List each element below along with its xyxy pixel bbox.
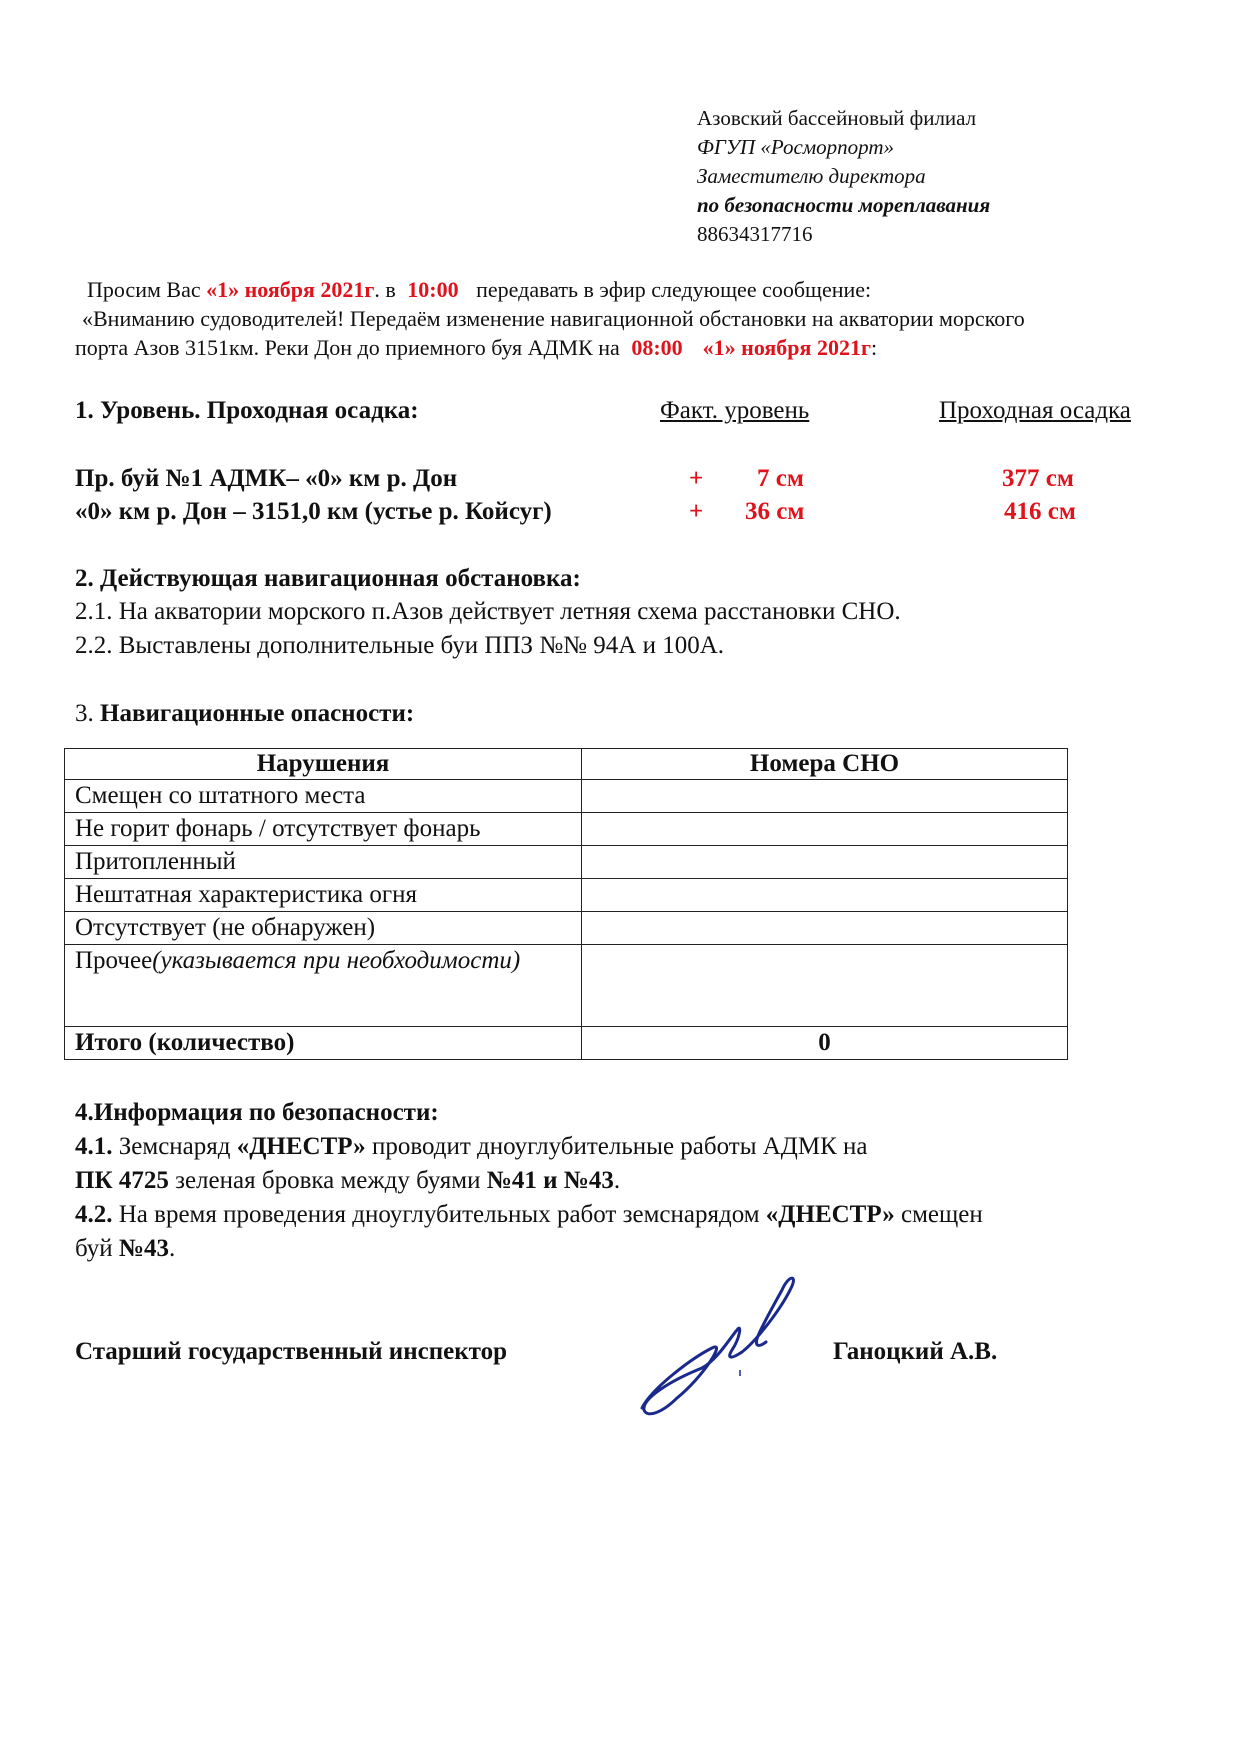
request-line-2: «Вниманию судоводителей! Передаём изменение навигационной обстановки на акватории морского	[82, 306, 1025, 331]
safety-item-2-number: 4.2.	[75, 1201, 113, 1228]
hazards-table	[64, 748, 1068, 1060]
request-text: . в	[374, 277, 402, 302]
safety-item-1-line-2	[75, 1167, 620, 1195]
level-row-1-draft: 377 см	[1002, 465, 1074, 492]
section-3-number: 3.	[75, 700, 94, 727]
row-value	[582, 780, 1068, 813]
table-row	[65, 912, 1068, 945]
picket-number: ПК 4725	[75, 1167, 169, 1194]
addressee-org: ФГУП «Росморпорт»	[697, 135, 895, 159]
request-text: передавать в эфир следующее сообщение:	[470, 277, 872, 302]
safety-text: На время проведения дноуглубительных работ земснарядом	[112, 1201, 766, 1228]
col-draft: Проходная осадка	[939, 397, 1131, 424]
safety-item-1-line-1	[75, 1133, 868, 1161]
safety-item-2-line-1	[75, 1201, 983, 1229]
section-2-heading: 2. Действующая навигационная обстановка:	[75, 565, 581, 592]
safety-text: буй	[75, 1235, 119, 1262]
row-label: Отсутствует (не обнаружен)	[65, 912, 582, 945]
safety-item-1-number: 4.1.	[75, 1133, 113, 1160]
signoff-name: Ганоцкий А.В.	[833, 1338, 998, 1365]
safety-text: зеленая бровка между буями	[168, 1167, 487, 1194]
buoy-number: №43	[118, 1235, 170, 1262]
addressee-phone: 88634317716	[697, 222, 813, 246]
row-label: Смещен со штатного места	[65, 780, 582, 813]
col-violations: Нарушения	[65, 749, 582, 780]
total-label: Итого (количество)	[65, 1027, 582, 1060]
report-date: «1» ноября 2021г	[702, 335, 871, 360]
request-text: порта Азов 3151км. Реки Дон до приемного буя АДМК на	[75, 335, 626, 360]
table-row	[65, 813, 1068, 846]
section-3-heading	[75, 700, 414, 728]
safety-text: Земснаряд	[112, 1133, 237, 1160]
col-sno-numbers: Номера СНО	[582, 749, 1068, 780]
row-other-label: Прочее	[75, 947, 153, 974]
level-row-1-sign: +	[689, 465, 704, 492]
vessel-name: «ДНЕСТР»	[236, 1133, 366, 1160]
signature-stroke	[642, 1278, 793, 1414]
level-row-2-level: 36 см	[745, 498, 805, 525]
row-label	[65, 945, 582, 1027]
section-4-heading: 4.Информация по безопасности:	[75, 1099, 439, 1126]
request-date: «1» ноября 2021г	[206, 277, 375, 302]
level-row-2-label: «0» км р. Дон – 3151,0 км (устье р. Койсуг)	[75, 498, 552, 525]
table-row	[65, 780, 1068, 813]
row-value	[582, 912, 1068, 945]
safety-text: .	[613, 1167, 621, 1194]
report-time: 08:00	[631, 335, 683, 360]
addressee-branch: Азовский бассейновый филиал	[697, 106, 977, 130]
safety-text: проводит дноуглубительные работы АДМК на	[365, 1133, 868, 1160]
level-row-1-label: Пр. буй №1 АДМК– «0» км р. Дон	[75, 465, 458, 492]
row-label: Притопленный	[65, 846, 582, 879]
nav-item-1: 2.1. На акватории морского п.Азов действует летняя схема расстановки СНО.	[75, 598, 901, 625]
row-label: Нештатная характеристика огня	[65, 879, 582, 912]
table-row	[65, 945, 1068, 1027]
safety-item-2-line-2	[75, 1235, 175, 1263]
total-value: 0	[582, 1027, 1068, 1060]
row-value	[582, 846, 1068, 879]
row-label: Не горит фонарь / отсутствует фонарь	[65, 813, 582, 846]
vessel-name: «ДНЕСТР»	[765, 1201, 895, 1228]
table-row	[65, 846, 1068, 879]
section-1-heading: 1. Уровень. Проходная осадка:	[75, 397, 419, 424]
table-header-row	[65, 749, 1068, 780]
request-time: 10:00	[407, 277, 459, 302]
col-fact-level: Факт. уровень	[660, 397, 810, 424]
request-text: :	[870, 335, 878, 360]
addressee-position-detail: по безопасности мореплавания	[697, 193, 991, 217]
safety-text: смещен	[894, 1201, 983, 1228]
level-row-2-sign: +	[689, 498, 704, 525]
signature-icon	[632, 1268, 812, 1428]
table-total-row	[65, 1027, 1068, 1060]
request-line-3	[75, 335, 877, 361]
addressee-block	[697, 104, 990, 249]
safety-text: .	[169, 1235, 176, 1262]
buoy-numbers: №41 и №43	[486, 1167, 614, 1194]
row-value	[582, 945, 1068, 1027]
nav-item-2: 2.2. Выставлены дополнительные буи ППЗ №№ 94А и 100А.	[75, 632, 725, 659]
row-other-note: (указывается при необходимости)	[152, 947, 521, 974]
addressee-position: Заместителю директора	[697, 164, 926, 188]
row-value	[582, 879, 1068, 912]
table-row	[65, 879, 1068, 912]
signoff-position: Старший государственный инспектор	[75, 1338, 507, 1365]
level-row-1-level: 7 см	[757, 465, 804, 492]
section-3-title: Навигационные опасности:	[93, 700, 415, 727]
request-text: Просим Вас	[87, 277, 207, 302]
row-value	[582, 813, 1068, 846]
level-row-2-draft: 416 см	[1004, 498, 1076, 525]
request-line-1	[87, 277, 871, 303]
